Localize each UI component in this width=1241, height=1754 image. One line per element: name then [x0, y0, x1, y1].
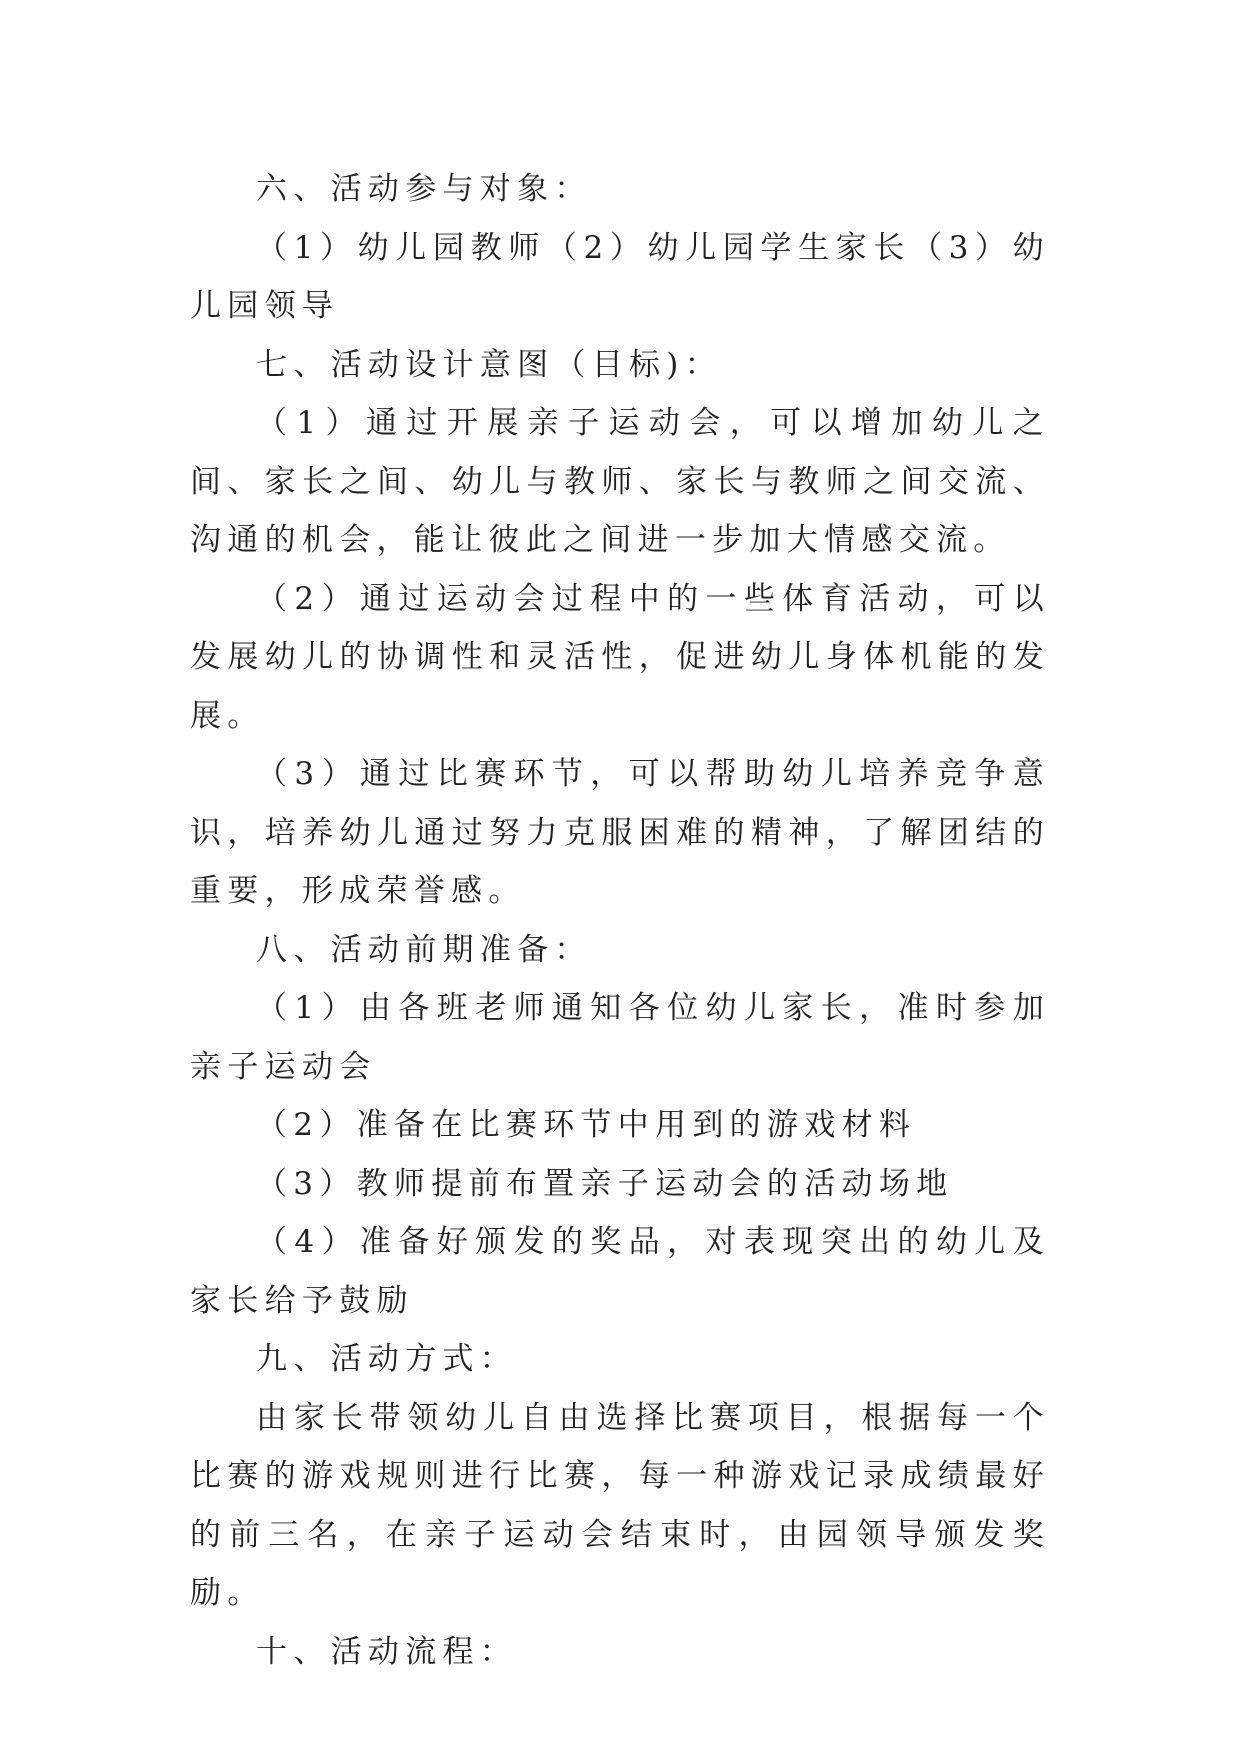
- paragraph-method: 由家长带领幼儿自由选择比赛项目，根据每一个比赛的游戏规则进行比赛，每一种游戏记录成绩最好的前三名，在亲子运动会结束时，由园领导颁发奖励。: [190, 1399, 1050, 1611]
- paragraph-goal-3: （3）通过比赛环节，可以帮助幼儿培养竞争意识，培养幼儿通过努力克服困难的精神，了解团结的重要，形成荣誉感。: [190, 756, 1050, 909]
- paragraph-prep-2: （2）准备在比赛环节中用到的游戏材料: [256, 1107, 917, 1143]
- document-page: [190, 160, 1050, 1681]
- section-heading-method: 九、活动方式：: [256, 1341, 518, 1377]
- paragraph-goal-1: （1）通过开展亲子运动会，可以增加幼儿之间、家长之间、幼儿与教师、家长与教师之间交流、沟通的机会，能让彼此之间进一步加大情感交流。: [190, 405, 1050, 558]
- section-heading-participants: 六、活动参与对象：: [256, 171, 592, 207]
- paragraph-prep-4: （4）准备好颁发的奖品，对表现突出的幼儿及家长给予鼓励: [190, 1224, 1050, 1319]
- section-heading-preparation: 八、活动前期准备：: [256, 931, 592, 968]
- paragraph-prep-3: （3）教师提前布置亲子运动会的活动场地: [256, 1165, 954, 1202]
- paragraph-participants-list: （1）幼儿园教师（2）幼儿园学生家长（3）幼儿园领导: [190, 229, 1050, 324]
- paragraph-goal-2: （2）通过运动会过程中的一些体育活动，可以发展幼儿的协调性和灵活性，促进幼儿身体机能的发展。: [190, 580, 1050, 734]
- section-heading-process: 十、活动流程：: [256, 1633, 518, 1670]
- paragraph-prep-1: （1）由各班老师通知各位幼儿家长，准时参加亲子运动会: [190, 990, 1050, 1085]
- section-heading-design-intent: 七、活动设计意图（目标)：: [256, 346, 722, 383]
